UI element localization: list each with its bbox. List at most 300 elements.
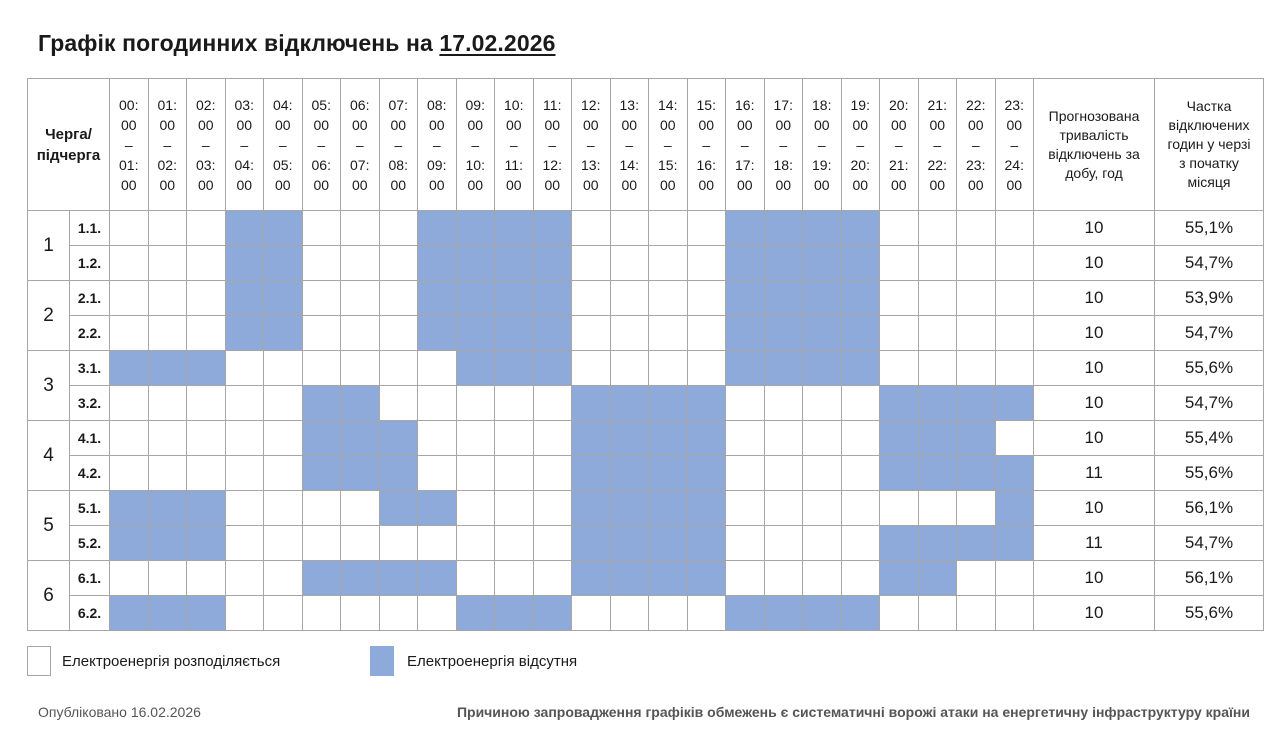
outage-share: 55,6% bbox=[1155, 456, 1264, 491]
hour-cell-power-off bbox=[456, 316, 495, 351]
hour-cell-power-off bbox=[418, 246, 457, 281]
hour-cell-power-on bbox=[533, 526, 572, 561]
hour-cell-power-on bbox=[225, 386, 264, 421]
hour-cell-power-on bbox=[148, 211, 187, 246]
hour-header-line: 00 bbox=[120, 116, 137, 133]
hour-header-line: – bbox=[124, 136, 133, 153]
hour-header-line: – bbox=[894, 136, 903, 153]
outage-duration: 10 bbox=[1034, 316, 1155, 351]
hour-cell-power-on bbox=[726, 421, 765, 456]
queue-number: 6 bbox=[28, 561, 70, 631]
share-header bbox=[1155, 79, 1264, 211]
hour-cell-power-on bbox=[687, 351, 726, 386]
hour-cell-power-on bbox=[880, 246, 919, 281]
duration-header-line: добу, год bbox=[1065, 164, 1123, 181]
hour-cell-power-off bbox=[841, 596, 880, 631]
hour-cell-power-off bbox=[687, 421, 726, 456]
hour-cell-power-on bbox=[687, 246, 726, 281]
hour-header-line: – bbox=[856, 136, 865, 153]
hour-cell-power-on bbox=[148, 316, 187, 351]
hour-cell-power-off bbox=[225, 281, 264, 316]
hour-cell-power-on bbox=[225, 351, 264, 386]
hour-cell-power-on bbox=[880, 316, 919, 351]
queue-subqueue-header bbox=[28, 79, 110, 211]
hour-cell-power-on bbox=[803, 491, 842, 526]
outage-share: 54,7% bbox=[1155, 316, 1264, 351]
hour-header-line: 00 bbox=[813, 176, 830, 193]
hour-header-line: 00 bbox=[274, 116, 291, 133]
hour-cell-power-on bbox=[726, 561, 765, 596]
hour-cell-power-off bbox=[264, 211, 303, 246]
title-prefix: Графік погодинних відключень на bbox=[38, 30, 433, 56]
hour-cell-power-off bbox=[264, 281, 303, 316]
hour-header bbox=[148, 79, 187, 211]
hour-cell-power-on bbox=[456, 561, 495, 596]
hour-header bbox=[418, 79, 457, 211]
hour-header-line: 18: bbox=[773, 156, 793, 173]
hour-header-line: – bbox=[394, 136, 403, 153]
hour-cell-power-off bbox=[225, 211, 264, 246]
hour-cell-power-off bbox=[495, 351, 534, 386]
hour-cell-power-off bbox=[726, 246, 765, 281]
hour-cell-power-on bbox=[841, 561, 880, 596]
hour-header-line: 00 bbox=[544, 116, 561, 133]
hour-cell-power-on bbox=[610, 351, 649, 386]
hour-header-line: – bbox=[971, 136, 980, 153]
hour-header-line: 13: bbox=[581, 156, 601, 173]
hour-header-line: 00 bbox=[852, 116, 869, 133]
table-row bbox=[28, 526, 1264, 561]
hour-cell-power-on bbox=[110, 561, 149, 596]
hour-cell-power-on bbox=[572, 316, 611, 351]
hour-header-line: 00 bbox=[313, 176, 330, 193]
hour-header bbox=[841, 79, 880, 211]
hour-cell-power-off bbox=[456, 211, 495, 246]
outage-duration: 10 bbox=[1034, 281, 1155, 316]
hour-header-line: 00 bbox=[428, 116, 445, 133]
hour-header-line: 00 bbox=[852, 176, 869, 193]
hour-cell-power-on bbox=[649, 351, 688, 386]
hour-cell-power-off bbox=[533, 316, 572, 351]
hour-header-line: 00 bbox=[967, 176, 984, 193]
hour-header-line: 22: bbox=[927, 156, 947, 173]
hour-cell-power-off bbox=[764, 246, 803, 281]
hour-cell-power-on bbox=[495, 456, 534, 491]
hour-cell-power-on bbox=[572, 351, 611, 386]
hour-header bbox=[995, 79, 1034, 211]
hour-cell-power-on bbox=[572, 246, 611, 281]
hour-cell-power-on bbox=[264, 561, 303, 596]
hour-header-line: 14: bbox=[658, 96, 678, 113]
hour-cell-power-on bbox=[918, 596, 957, 631]
hour-cell-power-on bbox=[264, 351, 303, 386]
hour-cell-power-off bbox=[957, 421, 996, 456]
hour-cell-power-on bbox=[341, 316, 380, 351]
title-date: 17.02.2026 bbox=[439, 30, 556, 56]
hour-header bbox=[110, 79, 149, 211]
hour-header bbox=[302, 79, 341, 211]
hour-header-line: 05: bbox=[273, 156, 293, 173]
hour-cell-power-off bbox=[418, 281, 457, 316]
table-row bbox=[28, 491, 1264, 526]
hour-header-line: 00 bbox=[390, 116, 407, 133]
table-row bbox=[28, 246, 1264, 281]
hour-cell-power-on bbox=[764, 526, 803, 561]
hour-header-line: – bbox=[432, 136, 441, 153]
hour-cell-power-on bbox=[841, 456, 880, 491]
hour-cell-power-off bbox=[764, 281, 803, 316]
hour-cell-power-on bbox=[187, 561, 226, 596]
hour-cell-power-on bbox=[148, 561, 187, 596]
hour-cell-power-on bbox=[957, 596, 996, 631]
queue-number: 5 bbox=[28, 491, 70, 561]
hour-cell-power-on bbox=[225, 421, 264, 456]
hour-header-line: 09: bbox=[427, 156, 447, 173]
hour-cell-power-on bbox=[610, 316, 649, 351]
hour-cell-power-off bbox=[456, 246, 495, 281]
hour-cell-power-on bbox=[726, 491, 765, 526]
hour-cell-power-on bbox=[302, 491, 341, 526]
hour-cell-power-off bbox=[841, 316, 880, 351]
hour-cell-power-on bbox=[533, 456, 572, 491]
hour-header-line: 00 bbox=[544, 176, 561, 193]
hour-cell-power-off bbox=[726, 211, 765, 246]
hour-header bbox=[649, 79, 688, 211]
hour-cell-power-on bbox=[379, 596, 418, 631]
hour-cell-power-on bbox=[264, 421, 303, 456]
hour-cell-power-off bbox=[918, 421, 957, 456]
hour-cell-power-on bbox=[379, 526, 418, 561]
hour-header bbox=[187, 79, 226, 211]
hour-cell-power-on bbox=[148, 386, 187, 421]
hour-header-line: – bbox=[240, 136, 249, 153]
hour-cell-power-on bbox=[572, 211, 611, 246]
subqueue-label: 3.1. bbox=[70, 351, 110, 386]
hour-cell-power-off bbox=[803, 596, 842, 631]
hour-header-line: – bbox=[471, 136, 480, 153]
hour-cell-power-on bbox=[880, 281, 919, 316]
hour-header-line: 00 bbox=[736, 116, 753, 133]
hour-cell-power-off bbox=[957, 526, 996, 561]
hour-cell-power-on bbox=[649, 596, 688, 631]
hour-cell-power-on bbox=[995, 281, 1034, 316]
hour-cell-power-on bbox=[187, 281, 226, 316]
hour-header-line: 00: bbox=[119, 96, 139, 113]
table-row bbox=[28, 456, 1264, 491]
hour-header-line: – bbox=[663, 136, 672, 153]
hour-cell-power-on bbox=[341, 246, 380, 281]
hour-header-line: 15: bbox=[696, 96, 716, 113]
outage-share: 53,9% bbox=[1155, 281, 1264, 316]
hour-cell-power-off bbox=[302, 456, 341, 491]
hour-header-line: 00 bbox=[159, 176, 176, 193]
hour-cell-power-off bbox=[533, 596, 572, 631]
hour-cell-power-on bbox=[379, 281, 418, 316]
hour-header-line: 00 bbox=[351, 116, 368, 133]
hour-header bbox=[726, 79, 765, 211]
hour-cell-power-off bbox=[918, 561, 957, 596]
outage-duration: 11 bbox=[1034, 456, 1155, 491]
hour-header-line: 00 bbox=[736, 176, 753, 193]
hour-cell-power-on bbox=[764, 456, 803, 491]
hour-header bbox=[225, 79, 264, 211]
hour-cell-power-off bbox=[148, 526, 187, 561]
hour-cell-power-on bbox=[726, 456, 765, 491]
corner-label-2: підчерга bbox=[36, 146, 101, 164]
hour-cell-power-on bbox=[495, 386, 534, 421]
hour-cell-power-off bbox=[687, 456, 726, 491]
hour-cell-power-on bbox=[918, 211, 957, 246]
hour-header bbox=[341, 79, 380, 211]
hour-header-line: – bbox=[1010, 136, 1019, 153]
hour-header-line: 00 bbox=[659, 116, 676, 133]
hour-cell-power-on bbox=[456, 526, 495, 561]
hour-header-line: 02: bbox=[157, 156, 177, 173]
hour-cell-power-off bbox=[880, 526, 919, 561]
hour-cell-power-on bbox=[341, 281, 380, 316]
hour-cell-power-off bbox=[302, 421, 341, 456]
hour-cell-power-off bbox=[726, 281, 765, 316]
outage-share: 55,1% bbox=[1155, 211, 1264, 246]
legend-swatch-power-off bbox=[370, 646, 394, 676]
hour-cell-power-off bbox=[495, 596, 534, 631]
hour-cell-power-on bbox=[610, 596, 649, 631]
subqueue-label: 1.2. bbox=[70, 246, 110, 281]
hour-cell-power-off bbox=[995, 456, 1034, 491]
hour-cell-power-off bbox=[610, 456, 649, 491]
hour-cell-power-off bbox=[341, 421, 380, 456]
hour-cell-power-on bbox=[726, 526, 765, 561]
hour-cell-power-on bbox=[148, 421, 187, 456]
hour-cell-power-off bbox=[841, 211, 880, 246]
hour-cell-power-off bbox=[841, 281, 880, 316]
hour-header-line: 04: bbox=[273, 96, 293, 113]
hour-header bbox=[379, 79, 418, 211]
hour-cell-power-on bbox=[880, 491, 919, 526]
hour-cell-power-on bbox=[880, 351, 919, 386]
outage-share: 56,1% bbox=[1155, 491, 1264, 526]
hour-cell-power-on bbox=[264, 386, 303, 421]
hour-cell-power-on bbox=[225, 456, 264, 491]
hour-header-line: 00 bbox=[813, 116, 830, 133]
hour-header-line: 12: bbox=[581, 96, 601, 113]
hour-cell-power-on bbox=[649, 281, 688, 316]
hour-cell-power-on bbox=[533, 561, 572, 596]
hour-cell-power-on bbox=[957, 561, 996, 596]
subqueue-label: 6.1. bbox=[70, 561, 110, 596]
schedule-body bbox=[28, 211, 1264, 631]
hour-cell-power-off bbox=[918, 526, 957, 561]
hour-cell-power-on bbox=[187, 246, 226, 281]
hour-cell-power-off bbox=[649, 456, 688, 491]
hour-cell-power-off bbox=[764, 596, 803, 631]
table-row bbox=[28, 281, 1264, 316]
hour-cell-power-off bbox=[995, 491, 1034, 526]
subqueue-label: 5.1. bbox=[70, 491, 110, 526]
hour-cell-power-on bbox=[726, 386, 765, 421]
hour-cell-power-on bbox=[995, 246, 1034, 281]
schedule-table bbox=[27, 78, 1264, 631]
hour-header-line: 00 bbox=[621, 116, 638, 133]
hour-cell-power-off bbox=[495, 211, 534, 246]
hour-header-line: 00 bbox=[1006, 116, 1023, 133]
hour-cell-power-on bbox=[264, 526, 303, 561]
subqueue-label: 6.2. bbox=[70, 596, 110, 631]
hour-cell-power-off bbox=[225, 316, 264, 351]
hour-cell-power-on bbox=[418, 596, 457, 631]
hour-cell-power-off bbox=[456, 351, 495, 386]
hour-cell-power-on bbox=[302, 596, 341, 631]
hour-cell-power-off bbox=[803, 246, 842, 281]
hour-header bbox=[610, 79, 649, 211]
hour-cell-power-off bbox=[341, 561, 380, 596]
hour-cell-power-on bbox=[803, 386, 842, 421]
hour-cell-power-on bbox=[610, 281, 649, 316]
hour-cell-power-off bbox=[610, 526, 649, 561]
hour-cell-power-on bbox=[225, 596, 264, 631]
hour-header-line: 23: bbox=[966, 156, 986, 173]
hour-header-line: – bbox=[548, 136, 557, 153]
hour-cell-power-off bbox=[726, 351, 765, 386]
hour-cell-power-off bbox=[302, 386, 341, 421]
hour-cell-power-on bbox=[995, 351, 1034, 386]
hour-cell-power-on bbox=[957, 246, 996, 281]
hour-header-line: 00 bbox=[236, 176, 253, 193]
hour-cell-power-off bbox=[726, 596, 765, 631]
hour-header-line: 00 bbox=[775, 176, 792, 193]
hour-cell-power-off bbox=[533, 281, 572, 316]
hour-header-line: 24: bbox=[1004, 156, 1024, 173]
outage-duration: 10 bbox=[1034, 246, 1155, 281]
hour-cell-power-on bbox=[995, 211, 1034, 246]
hour-cell-power-on bbox=[918, 281, 957, 316]
hour-header bbox=[918, 79, 957, 211]
hour-cell-power-on bbox=[302, 351, 341, 386]
subqueue-label: 3.2. bbox=[70, 386, 110, 421]
hour-header-line: 19: bbox=[812, 156, 832, 173]
hour-cell-power-off bbox=[957, 456, 996, 491]
hour-header-line: 00 bbox=[120, 176, 137, 193]
hour-header-line: – bbox=[163, 136, 172, 153]
hour-cell-power-on bbox=[456, 491, 495, 526]
hour-cell-power-on bbox=[957, 316, 996, 351]
hour-cell-power-on bbox=[456, 386, 495, 421]
hour-cell-power-on bbox=[187, 211, 226, 246]
hour-cell-power-off bbox=[803, 351, 842, 386]
hour-cell-power-on bbox=[764, 386, 803, 421]
hour-cell-power-on bbox=[110, 281, 149, 316]
hour-cell-power-on bbox=[841, 386, 880, 421]
hour-header-line: 10: bbox=[465, 156, 485, 173]
hour-header-line: 00 bbox=[775, 116, 792, 133]
hour-header-line: 16: bbox=[735, 96, 755, 113]
hour-cell-power-on bbox=[957, 491, 996, 526]
hour-cell-power-on bbox=[495, 526, 534, 561]
hour-cell-power-on bbox=[264, 596, 303, 631]
hour-cell-power-off bbox=[764, 316, 803, 351]
hour-cell-power-on bbox=[610, 211, 649, 246]
hour-header-line: 12: bbox=[542, 156, 562, 173]
hour-header-line: 15: bbox=[658, 156, 678, 173]
hour-cell-power-off bbox=[264, 246, 303, 281]
hour-header-line: 06: bbox=[350, 96, 370, 113]
hour-cell-power-off bbox=[379, 456, 418, 491]
legend-label-power-off: Електроенергія відсутня bbox=[407, 653, 578, 670]
hour-header-line: 06: bbox=[311, 156, 331, 173]
hour-header-line: – bbox=[586, 136, 595, 153]
hour-cell-power-on bbox=[764, 561, 803, 596]
hour-cell-power-on bbox=[533, 491, 572, 526]
hour-cell-power-on bbox=[995, 561, 1034, 596]
hour-cell-power-off bbox=[418, 561, 457, 596]
hour-cell-power-off bbox=[572, 421, 611, 456]
hour-header-line: 23: bbox=[1004, 96, 1024, 113]
hour-header bbox=[803, 79, 842, 211]
hour-cell-power-on bbox=[803, 526, 842, 561]
hour-cell-power-on bbox=[110, 386, 149, 421]
hour-cell-power-on bbox=[649, 316, 688, 351]
hour-header-line: 00 bbox=[428, 176, 445, 193]
outage-duration: 11 bbox=[1034, 526, 1155, 561]
hour-cell-power-on bbox=[687, 596, 726, 631]
hour-header bbox=[533, 79, 572, 211]
hour-cell-power-on bbox=[225, 561, 264, 596]
outage-duration: 10 bbox=[1034, 561, 1155, 596]
hour-header-line: 01: bbox=[157, 96, 177, 113]
hour-header-line: 00 bbox=[698, 176, 715, 193]
hour-header-line: 14: bbox=[619, 156, 639, 173]
table-row bbox=[28, 386, 1264, 421]
hour-cell-power-off bbox=[302, 561, 341, 596]
hour-cell-power-on bbox=[572, 596, 611, 631]
hour-cell-power-off bbox=[995, 386, 1034, 421]
hour-cell-power-on bbox=[495, 421, 534, 456]
hour-cell-power-on bbox=[302, 246, 341, 281]
hour-cell-power-off bbox=[803, 316, 842, 351]
hour-cell-power-on bbox=[880, 211, 919, 246]
hour-cell-power-on bbox=[187, 386, 226, 421]
hour-cell-power-off bbox=[918, 386, 957, 421]
hour-cell-power-off bbox=[918, 456, 957, 491]
hour-cell-power-on bbox=[341, 596, 380, 631]
hour-header-line: 19: bbox=[850, 96, 870, 113]
hour-cell-power-off bbox=[148, 351, 187, 386]
hour-header-line: 07: bbox=[350, 156, 370, 173]
hour-header-line: 00 bbox=[236, 116, 253, 133]
hour-cell-power-off bbox=[649, 561, 688, 596]
hour-cell-power-on bbox=[957, 211, 996, 246]
hour-header-line: 00 bbox=[929, 116, 946, 133]
hour-cell-power-on bbox=[803, 561, 842, 596]
hour-cell-power-off bbox=[418, 316, 457, 351]
duration-header-line: відключень за bbox=[1048, 145, 1140, 162]
hour-cell-power-off bbox=[456, 596, 495, 631]
hour-cell-power-on bbox=[803, 421, 842, 456]
hour-cell-power-off bbox=[726, 316, 765, 351]
hour-header-line: 00 bbox=[274, 176, 291, 193]
hour-header-line: – bbox=[278, 136, 287, 153]
subqueue-label: 4.2. bbox=[70, 456, 110, 491]
hour-cell-power-on bbox=[687, 281, 726, 316]
hour-cell-power-off bbox=[110, 491, 149, 526]
hour-cell-power-on bbox=[841, 491, 880, 526]
hour-header bbox=[957, 79, 996, 211]
hour-cell-power-on bbox=[418, 421, 457, 456]
hour-cell-power-off bbox=[533, 211, 572, 246]
hour-cell-power-off bbox=[495, 316, 534, 351]
hour-cell-power-on bbox=[995, 316, 1034, 351]
header-row bbox=[28, 79, 1264, 211]
